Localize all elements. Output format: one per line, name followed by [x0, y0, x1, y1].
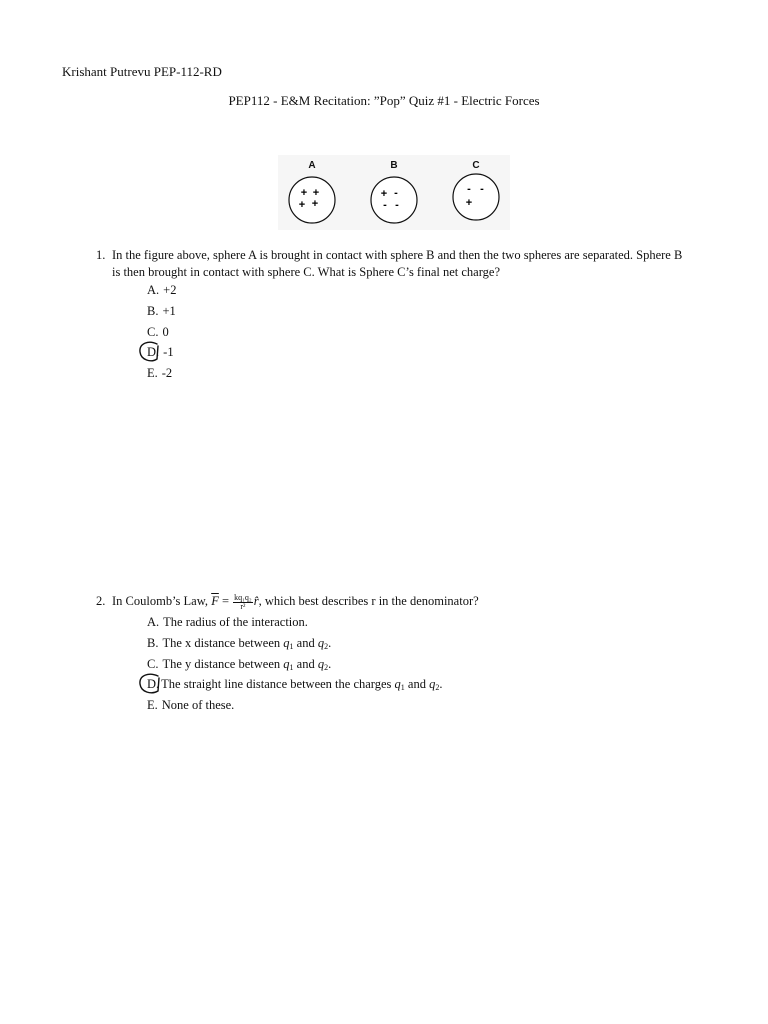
sphere-a-charge: + [298, 199, 306, 211]
question-1 [96, 247, 696, 281]
option-e[interactable] [147, 363, 176, 384]
sphere-a-charge: + [311, 198, 319, 210]
sphere-b-charge: - [383, 199, 387, 211]
question-number: 2. [96, 594, 106, 608]
option-text: -2 [161, 366, 173, 381]
question-number: 1. [96, 248, 106, 262]
student-name-header: Krishant Putrevu PEP-112-RD [62, 64, 222, 79]
option-a[interactable] [147, 280, 176, 301]
option-letter: E. [147, 366, 158, 381]
option-text: The y distance between $q_1$ and $q_2$. [162, 656, 332, 672]
option-d[interactable] [147, 342, 176, 363]
handwritten-circle-mark [137, 673, 167, 695]
sphere-c-charge: - [480, 183, 484, 195]
sphere-b [371, 177, 417, 223]
option-c[interactable] [147, 654, 442, 675]
question-text: In the figure above, sphere A is brought in contact with sphere B and then the two spheres are separated. Sphere B is then brought in contact with sphere C. What is Sphere C’s final net charge? [112, 248, 683, 279]
option-text: -1 [163, 345, 174, 360]
option-letter: A. [147, 615, 160, 629]
option-letter: B. [147, 303, 159, 318]
option-letter: D. [147, 674, 159, 695]
sphere-b-charge: - [395, 199, 399, 211]
option-e[interactable] [147, 695, 442, 716]
option-text: None of these. [161, 698, 235, 713]
option-text: 0 [162, 324, 169, 339]
sphere-a-label: A [308, 160, 316, 171]
option-d[interactable] [147, 674, 442, 695]
option-b[interactable] [147, 633, 442, 654]
sphere-c-label: C [472, 160, 480, 171]
option-b[interactable] [147, 301, 176, 322]
option-text: The radius of the interaction. [163, 615, 308, 629]
option-letter: C. [147, 324, 159, 339]
option-c[interactable] [147, 322, 176, 343]
handwritten-circle-mark [137, 341, 167, 363]
sphere-b-label: B [390, 160, 398, 171]
sphere-c-charge: - [467, 183, 471, 195]
option-text: +1 [162, 303, 176, 318]
spheres-figure [278, 155, 510, 230]
option-letter: E. [147, 698, 158, 713]
sphere-a-charge: + [312, 187, 320, 199]
option-letter: B. [147, 635, 159, 650]
option-text: +2 [163, 283, 177, 297]
question-2-options [147, 612, 442, 716]
sphere-c [453, 174, 499, 220]
sphere-b-charge: - [394, 187, 398, 199]
sphere-c-charge: + [465, 197, 473, 209]
option-letter: D. [147, 342, 159, 363]
question-2 [96, 593, 696, 613]
option-letter: C. [147, 656, 159, 671]
coulomb-formula: $\overline{F}$ = $\frac{\text{kq₁q₂}}{\text{r²}}$ r̂ [211, 592, 259, 611]
option-a[interactable] [147, 612, 442, 633]
sphere-a-charge: + [300, 187, 308, 199]
quiz-title: PEP112 - E&M Recitation: ”Pop” Quiz #1 - Electric Forces [228, 93, 540, 108]
question-text: In Coulomb’s Law, $\overline{F}$ = $\frac{\text{kq₁q₂}}{\text{r²}}$ r̂, which best describes r in the denominator? [112, 592, 479, 611]
sphere-b-charge: + [380, 188, 388, 200]
option-text: The x distance between $q_1$ and $q_2$. [162, 635, 332, 651]
question-1-options [147, 280, 176, 384]
option-text: The straight line distance between the charges $q_1$ and $q_2$. [161, 677, 443, 693]
option-letter: A. [147, 283, 160, 297]
